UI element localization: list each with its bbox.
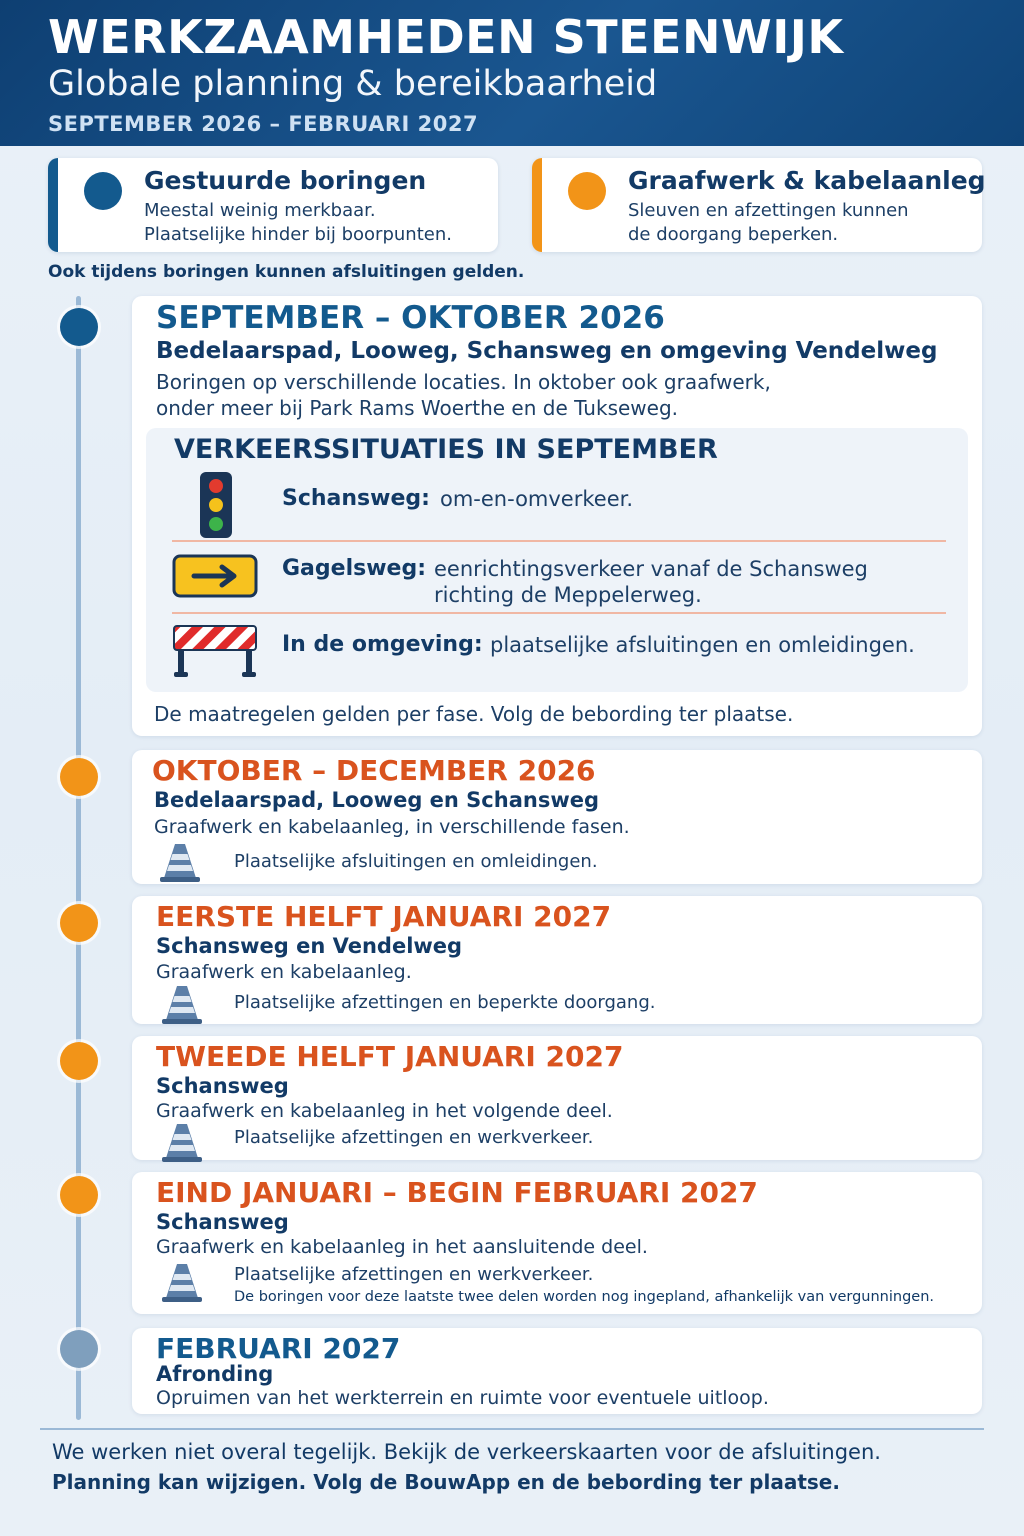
timeline-dot-blue-icon	[60, 308, 98, 346]
legend-text: Sleuven en afzettingen kunnen	[628, 200, 909, 221]
phase-card-feb	[132, 1328, 982, 1414]
timeline-dot-gray-icon	[60, 1330, 98, 1368]
phase-title: FEBRUARI 2027	[156, 1332, 401, 1365]
page-title: WERKZAAMHEDEN STEENWIJK	[48, 10, 844, 64]
road-barrier-icon	[172, 624, 258, 678]
footer-text: We werken niet overal tegelijk. Bekijk de verkeerskaarten voor de afsluitingen.	[52, 1440, 881, 1464]
traffic-cone-icon	[160, 1260, 204, 1304]
divider	[172, 612, 946, 614]
traffic-cone-icon	[160, 982, 204, 1026]
phase-title: EERSTE HELFT JANUARI 2027	[156, 900, 612, 933]
traffic-row-text: eenrichtingsverkeer vanaf de Schansweg	[434, 557, 868, 581]
phase-subtitle: Bedelaarspad, Looweg en Schansweg	[154, 788, 599, 812]
traffic-light-icon	[196, 472, 236, 538]
phase-card-jan-2	[132, 1036, 982, 1160]
legend-card-boringen	[48, 158, 498, 252]
phase-subtitle: Schansweg	[156, 1210, 289, 1234]
period-label: SEPTEMBER 2026 – FEBRUARI 2027	[48, 112, 479, 136]
boring-note: Ook tijdens boringen kunnen afsluitingen gelden.	[48, 262, 525, 282]
blue-dot-icon	[84, 172, 122, 210]
traffic-cone-icon	[158, 840, 202, 884]
legend-text: de doorgang beperken.	[628, 224, 839, 245]
divider	[172, 540, 946, 542]
phase-card-jan-1	[132, 896, 982, 1024]
phase-small-note: De boringen voor deze laatste twee delen worden nog ingepland, afhankelijk van vergunningen.	[234, 1289, 935, 1305]
phase-card-jan-feb	[132, 1172, 982, 1314]
traffic-cone-icon	[160, 1120, 204, 1164]
traffic-row-text: plaatselijke afsluitingen en omleidingen.	[490, 633, 915, 657]
traffic-title: VERKEERSSITUATIES IN SEPTEMBER	[174, 434, 718, 465]
phase-text: Graafwerk en kabelaanleg in het volgende deel.	[156, 1100, 613, 1122]
legend-title: Gestuurde boringen	[144, 166, 427, 195]
traffic-row-label: Gagelsweg:	[282, 556, 426, 581]
phase-title: SEPTEMBER – OKTOBER 2026	[156, 300, 665, 336]
phase-text: Graafwerk en kabelaanleg in het aansluitende deel.	[156, 1236, 648, 1258]
phase-subtitle: Bedelaarspad, Looweg, Schansweg en omgeving Vendelweg	[156, 338, 938, 364]
legend-title: Graafwerk & kabelaanleg	[628, 166, 986, 195]
phase-title: TWEEDE HELFT JANUARI 2027	[156, 1040, 624, 1073]
footer-emphasis-text: Planning kan wijzigen. Volg de BouwApp en de bebording ter plaatse.	[52, 1470, 840, 1494]
timeline-line	[76, 296, 81, 1420]
legend-card-graafwerk	[532, 158, 986, 252]
phase-icon-text: Plaatselijke afzettingen en beperkte doorgang.	[234, 992, 656, 1013]
timeline-dot-orange-icon	[60, 1176, 98, 1214]
phase-text: onder meer bij Park Rams Woerthe en de Tukseweg.	[156, 396, 679, 420]
traffic-row-label: In de omgeving:	[282, 632, 483, 657]
phase-icon-text: Plaatselijke afzettingen en werkverkeer.	[234, 1264, 594, 1285]
phase-icon-text: Plaatselijke afsluitingen en omleidingen.	[234, 851, 598, 872]
legend-text: Plaatselijke hinder bij boorpunten.	[144, 224, 452, 245]
header-banner	[0, 0, 1024, 146]
phase-card-sep-okt	[132, 296, 982, 736]
traffic-row-text: om-en-omverkeer.	[440, 487, 633, 511]
footer-divider	[40, 1428, 984, 1430]
orange-dot-icon	[568, 172, 606, 210]
timeline-dot-orange-icon	[60, 904, 98, 942]
one-way-arrow-icon	[172, 554, 258, 598]
phase-subtitle: Afronding	[156, 1362, 274, 1386]
phase-subtitle: Schansweg	[156, 1074, 289, 1098]
legend-accent-bar	[532, 158, 542, 252]
page-subtitle: Globale planning & bereikbaarheid	[48, 64, 658, 104]
legend-text: Meestal weinig merkbaar.	[144, 200, 376, 221]
phase-title: EIND JANUARI – BEGIN FEBRUARI 2027	[156, 1176, 758, 1209]
phase-title: OKTOBER – DECEMBER 2026	[152, 754, 596, 787]
phase-text: Opruimen van het werkterrein en ruimte voor eventuele uitloop.	[156, 1387, 769, 1409]
timeline-dot-orange-icon	[60, 758, 98, 796]
traffic-row-label: Schansweg:	[282, 486, 430, 511]
timeline-dot-orange-icon	[60, 1042, 98, 1080]
phase-text: Graafwerk en kabelaanleg.	[156, 961, 412, 983]
phase-text: Boringen op verschillende locaties. In oktober ook graafwerk,	[156, 370, 771, 394]
phase-icon-text: Plaatselijke afzettingen en werkverkeer.	[234, 1127, 594, 1148]
phase-subtitle: Schansweg en Vendelweg	[156, 934, 463, 958]
phase-text: Graafwerk en kabelaanleg, in verschillende fasen.	[154, 816, 630, 838]
legend-accent-bar	[48, 158, 58, 252]
phase-footnote: De maatregelen gelden per fase. Volg de bebording ter plaatse.	[154, 702, 794, 726]
phase-card-okt-dec	[132, 750, 982, 884]
traffic-row-text: richting de Meppelerweg.	[434, 583, 702, 607]
traffic-situations-box	[146, 428, 968, 692]
